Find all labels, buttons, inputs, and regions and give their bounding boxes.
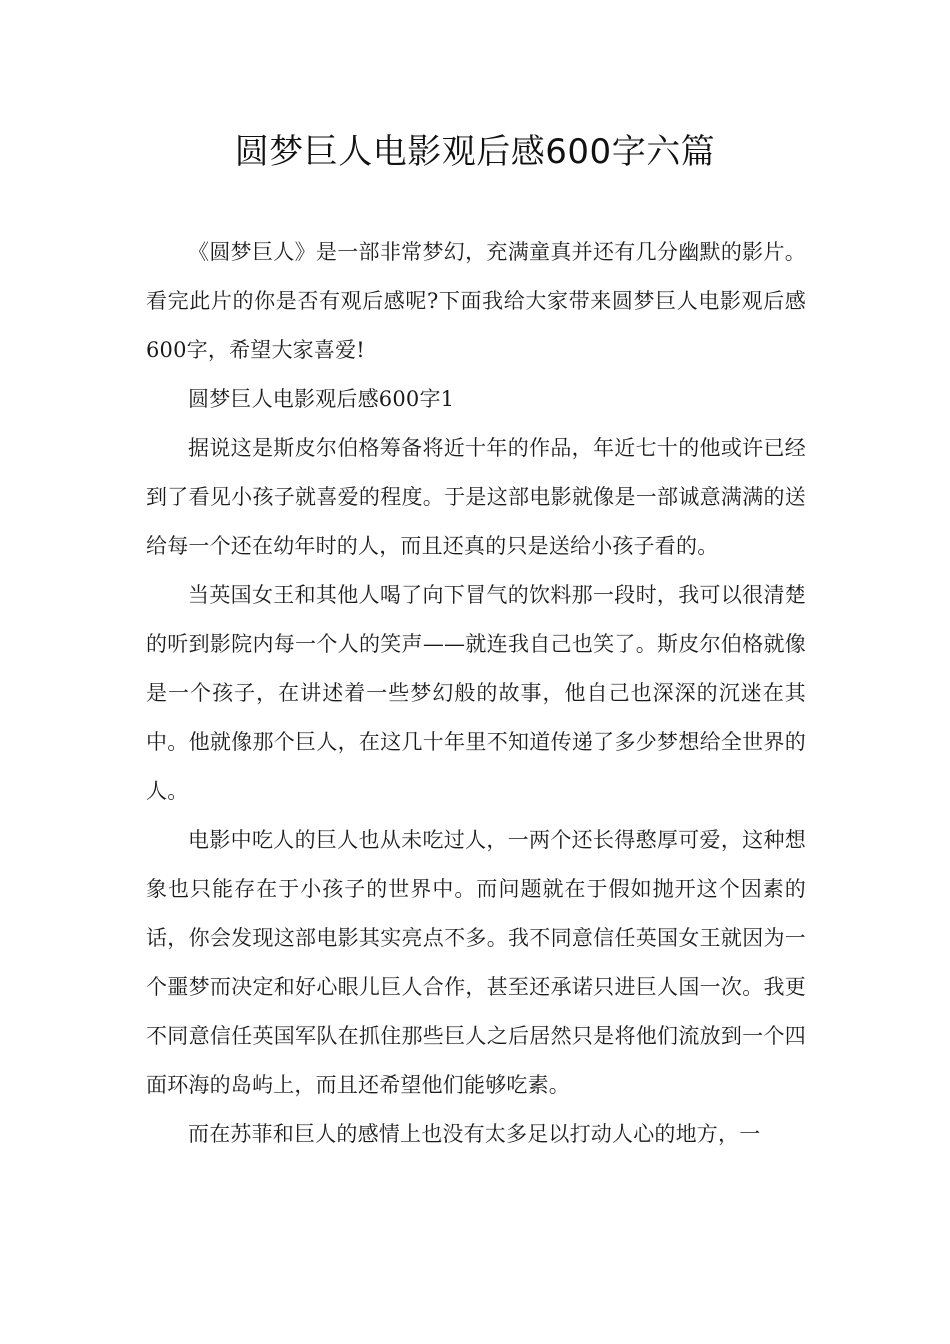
paragraph-4: 而在苏菲和巨人的感情上也没有太多足以打动人心的地方，一 [188,1122,761,1146]
paragraph-3: 电影中吃人的巨人也从未吃过人，一两个还长得憨厚可爱，这种想象也只能存在于小孩子的世界中。而问题就在于假如抛开这个因素的话，你会发现这部电影其实亮点不多。我不同意信任英国女王就因为一个噩梦而决定和好心眼儿巨人合作，甚至还承诺只进巨人国一次。我更不同意信任英国军队在抓住那些巨人之后居然只是将他们流放到一个四面环海的岛屿上，而且还希望他们能够吃素。 [146,828,806,1097]
paragraph-1: 据说这是斯皮尔伯格筹备将近十年的作品，年近七十的他或许已经到了看见小孩子就喜爱的程度。于是这部电影就像是一部诚意满满的送给每一个还在幼年时的人，而且还真的只是送给小孩子看的。 [146,436,806,558]
paragraph-2: 当英国女王和其他人喝了向下冒气的饮料那一段时，我可以很清楚的听到影院内每一个人的笑声——就连我自己也笑了。斯皮尔伯格就像是一个孩子，在讲述着一些梦幻般的故事，他自己也深深的沉迷在其中。他就像那个巨人，在这几十年里不知道传递了多少梦想给全世界的人。 [146,583,806,803]
section-heading: 圆梦巨人电影观后感600字1 [188,387,455,411]
document-body [146,228,806,1159]
page-title: 圆梦巨人电影观后感600字六篇 [234,132,716,172]
paragraph-intro: 《圆梦巨人》是一部非常梦幻，充满童真并还有几分幽默的影片。看完此片的你是否有观后感呢?下面我给大家带来圆梦巨人电影观后感600字，希望大家喜爱! [146,240,806,362]
